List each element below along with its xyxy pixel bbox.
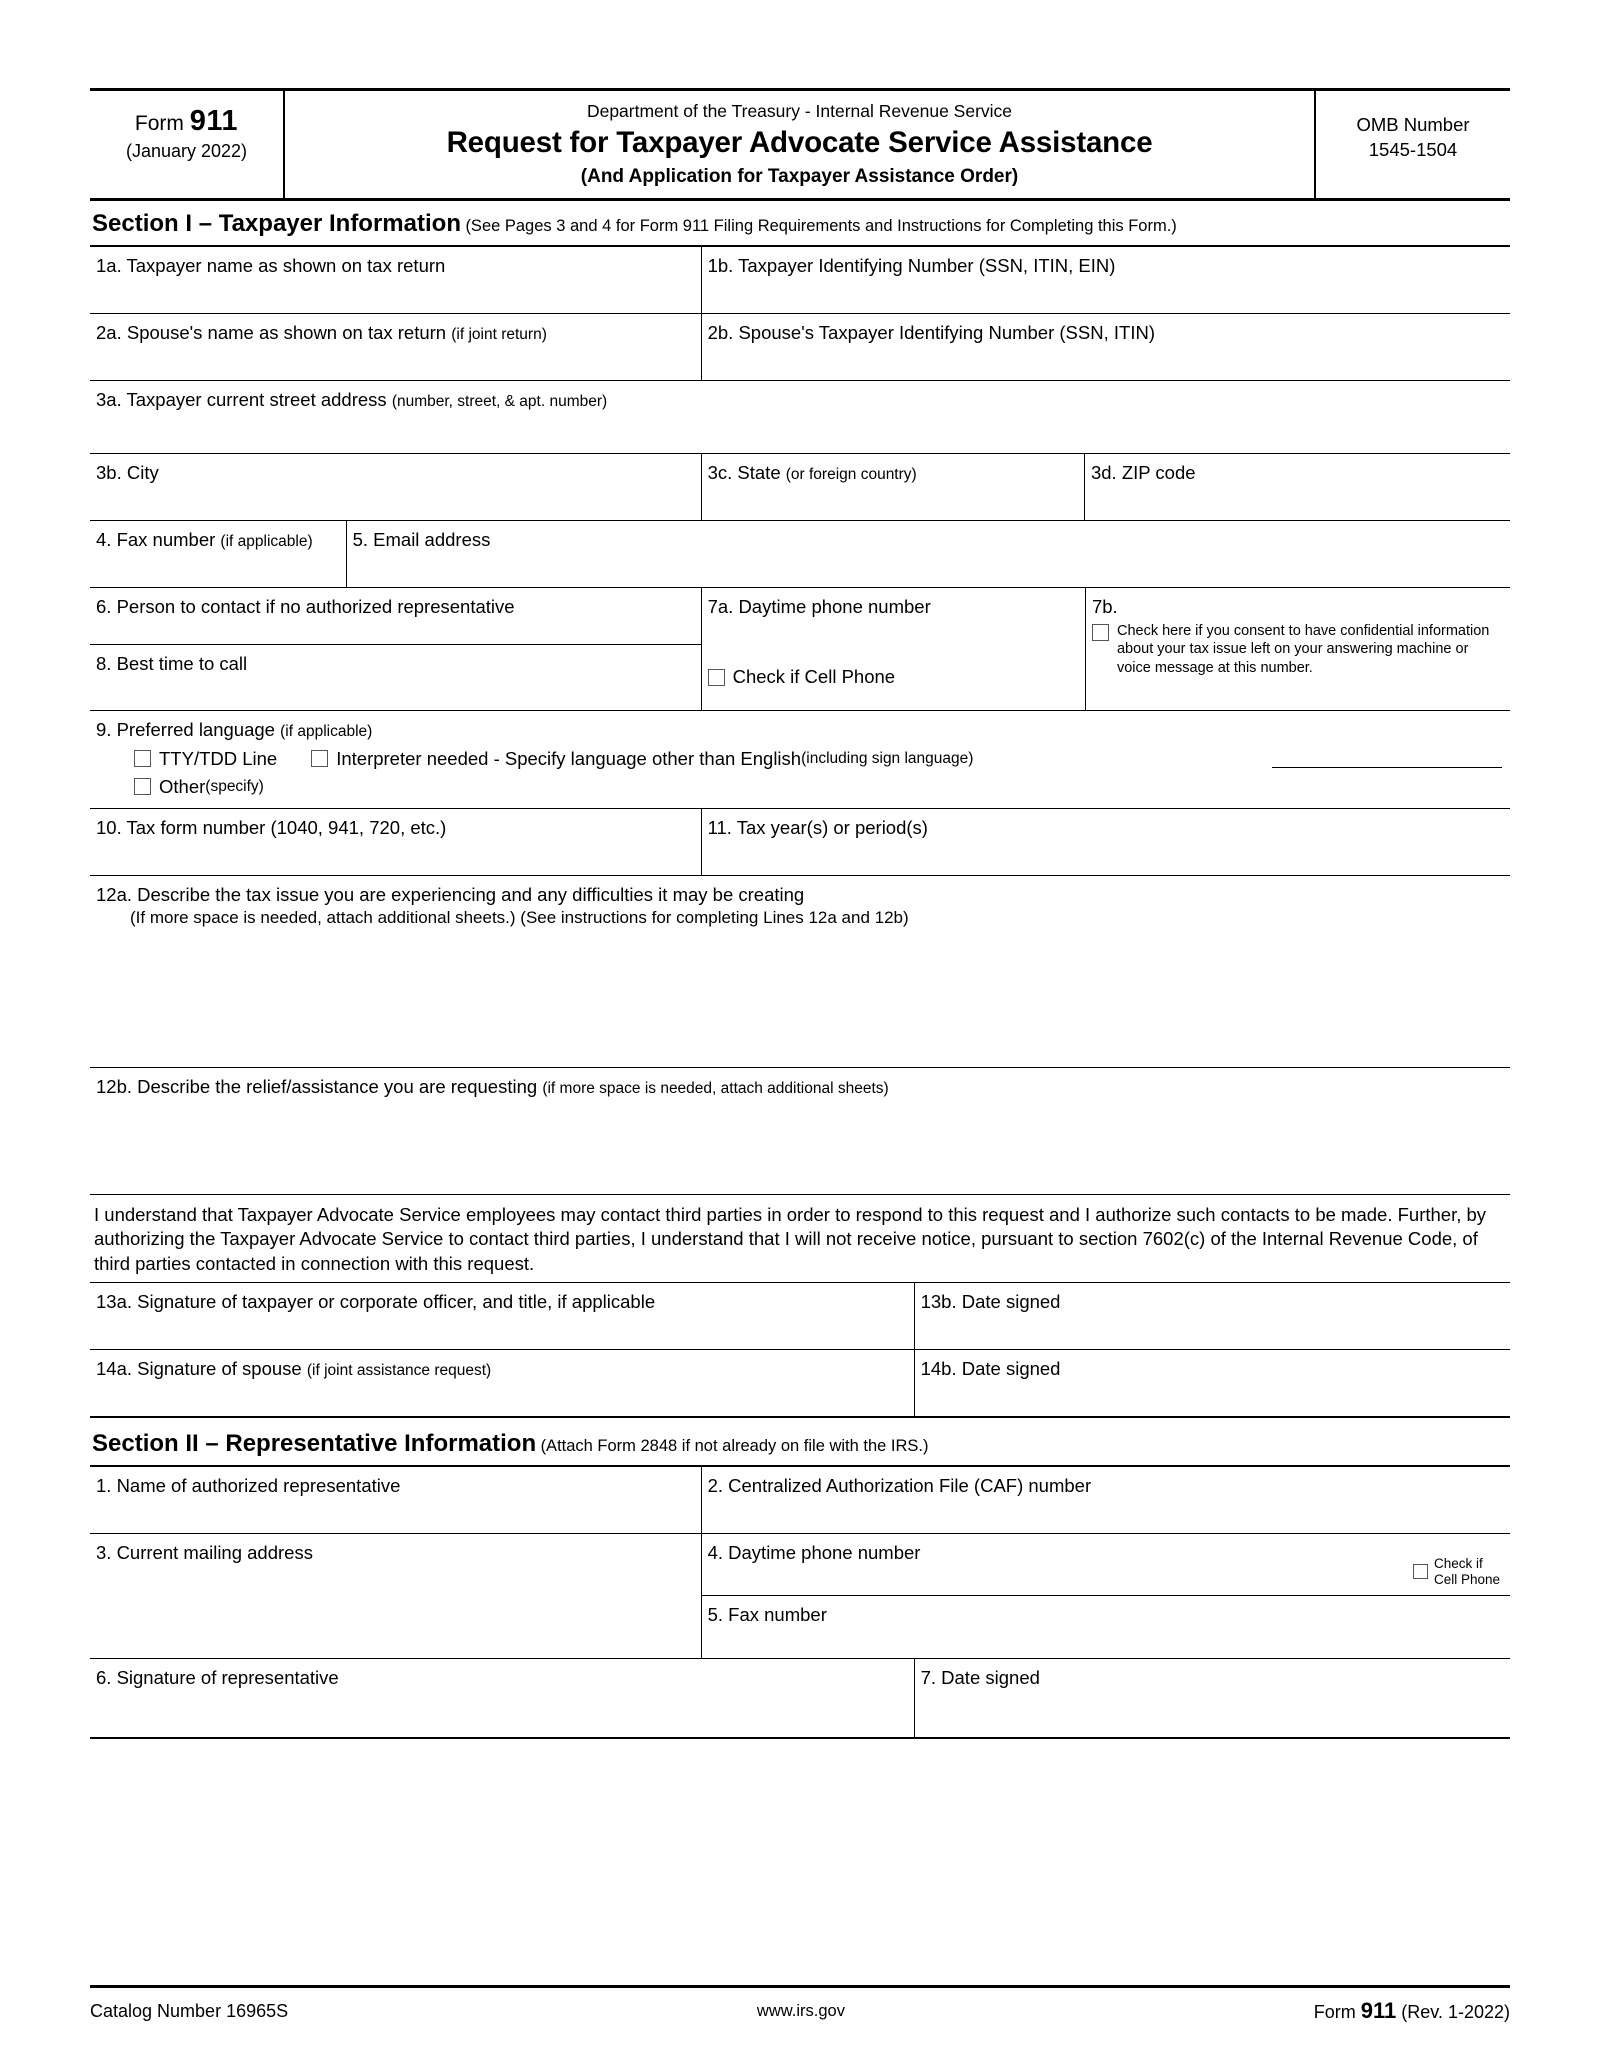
rep-cell-phone-check[interactable] bbox=[1413, 1556, 1500, 1587]
row-2 bbox=[90, 314, 1510, 381]
cell-phone-check-label: Check if Cell Phone bbox=[732, 666, 896, 688]
field-rep-2-caf[interactable] bbox=[701, 1467, 1510, 1533]
field-3d-zip[interactable] bbox=[1084, 454, 1510, 520]
form-number-block bbox=[90, 91, 285, 198]
field-rep-7-date-signed[interactable] bbox=[914, 1659, 1510, 1737]
field-rep-1-name[interactable] bbox=[90, 1467, 701, 1533]
field-3a-label: 3a. Taxpayer current street address bbox=[96, 388, 392, 410]
field-12b-relief-requested[interactable] bbox=[90, 1068, 1510, 1195]
section-1-title: Section I – Taxpayer Information bbox=[92, 209, 461, 237]
field-3a-street-address[interactable] bbox=[90, 381, 1510, 453]
field-12a-label: 12a. Describe the tax issue you are experiencing and any difficulties it may be creating bbox=[96, 883, 805, 905]
field-3d-label: 3d. ZIP code bbox=[1090, 461, 1196, 483]
form-header bbox=[90, 91, 1510, 201]
field-13a-label: 13a. Signature of taxpayer or corporate officer, and title, if applicable bbox=[96, 1291, 656, 1313]
field-rep-7-label: 7. Date signed bbox=[920, 1667, 1040, 1689]
language-options-line-1 bbox=[96, 748, 1502, 770]
field-11-label: 11. Tax year(s) or period(s) bbox=[707, 816, 928, 838]
other-language-label: Other bbox=[159, 775, 206, 797]
field-rep-3-address[interactable] bbox=[90, 1534, 701, 1658]
footer-form-number: 911 bbox=[1360, 1998, 1397, 2023]
field-10-tax-form-number[interactable] bbox=[90, 809, 701, 875]
field-5-label: 5. Email address bbox=[352, 528, 491, 550]
field-rep-3-label: 3. Current mailing address bbox=[96, 1542, 313, 1564]
row-rep-3-4-5 bbox=[90, 1534, 1510, 1659]
field-13b-label: 13b. Date signed bbox=[920, 1291, 1061, 1313]
field-14a-label: 14a. Signature of spouse bbox=[96, 1358, 307, 1380]
field-14a-note: (if joint assistance request) bbox=[306, 1362, 492, 1380]
row-rep-1-2 bbox=[90, 1467, 1510, 1534]
field-rep-4-daytime-phone[interactable] bbox=[702, 1534, 1510, 1596]
section-2-note: (Attach Form 2848 if not already on file with the IRS.) bbox=[540, 1437, 929, 1456]
field-12b-note: (if more space is needed, attach additional sheets) bbox=[542, 1079, 889, 1097]
field-8-best-time[interactable] bbox=[90, 645, 701, 710]
field-3c-note: (or foreign country) bbox=[785, 465, 917, 483]
form-label-line bbox=[94, 105, 279, 138]
field-3b-city[interactable] bbox=[90, 454, 701, 520]
other-language-note: (specify) bbox=[205, 777, 264, 795]
field-2a-label: 2a. Spouse's name as shown on tax return bbox=[96, 321, 452, 343]
form-sheet bbox=[90, 88, 1510, 1739]
form-title: Request for Taxpayer Advocate Service Assistance bbox=[446, 126, 1153, 159]
form-number: 911 bbox=[189, 105, 239, 137]
field-12b-label-line bbox=[96, 1076, 1504, 1098]
checkbox-icon-tty[interactable] bbox=[134, 750, 151, 767]
row-9-language bbox=[90, 711, 1510, 809]
rep-cell-phone-label bbox=[1434, 1556, 1500, 1587]
row-3bcd bbox=[90, 454, 1510, 521]
catalog-number: Catalog Number 16965S bbox=[90, 2000, 289, 2021]
field-14b-date-signed[interactable] bbox=[914, 1350, 1510, 1416]
field-2b-spouse-tin[interactable] bbox=[701, 314, 1510, 380]
rep-cell-phone-label-line2: Cell Phone bbox=[1433, 1571, 1500, 1587]
field-9-label-line bbox=[96, 719, 1502, 741]
field-5-email[interactable] bbox=[346, 521, 1510, 587]
form-footer bbox=[90, 1985, 1510, 2024]
checkbox-icon-cell-phone[interactable] bbox=[708, 669, 725, 686]
field-1b-tin[interactable] bbox=[701, 247, 1510, 313]
form-subtitle: (And Application for Taxpayer Assistance Order) bbox=[580, 165, 1019, 187]
omb-block bbox=[1314, 91, 1510, 198]
row-10-11 bbox=[90, 809, 1510, 876]
field-1b-label: 1b. Taxpayer Identifying Number (SSN, ITIN, EIN) bbox=[707, 254, 1116, 276]
field-4-fax[interactable] bbox=[90, 521, 346, 587]
field-2a-note: (if joint return) bbox=[451, 325, 547, 343]
field-rep-6-signature[interactable] bbox=[90, 1659, 914, 1737]
field-rep-5-label: 5. Fax number bbox=[707, 1604, 827, 1626]
omb-label: OMB Number bbox=[1356, 114, 1470, 135]
middle-column-7a bbox=[701, 588, 1085, 710]
left-column-6-8 bbox=[90, 588, 701, 710]
third-party-consent-paragraph: I understand that Taxpayer Advocate Service employees may contact third parties in order to respond to this request and I authorize such contacts to be made. Further, by authorizing the Taxpayer Advocate Service to contact third parties, I understand that I will not receive notice, pursuant to section 7602(c) of the Internal Revenue Code, of third parties contacted in connection with this request. bbox=[90, 1195, 1510, 1283]
footer-form-revision: (Rev. 1-2022) bbox=[1401, 2002, 1510, 2022]
row-6-7-8 bbox=[90, 588, 1510, 711]
field-13a-taxpayer-signature[interactable] bbox=[90, 1283, 914, 1349]
field-14a-spouse-signature[interactable] bbox=[90, 1350, 914, 1416]
field-9-label: 9. Preferred language bbox=[96, 718, 281, 740]
consent-text: Check here if you consent to have confidential information about your tax issue left on your answering machine or voice message at this number. bbox=[1116, 622, 1490, 677]
footer-form-info bbox=[845, 1998, 1510, 2024]
field-7a-label: 7a. Daytime phone number bbox=[707, 595, 931, 617]
field-rep-1-label: 1. Name of authorized representative bbox=[96, 1475, 401, 1497]
field-14b-label: 14b. Date signed bbox=[920, 1358, 1061, 1380]
field-3a-note: (number, street, & apt. number) bbox=[391, 392, 608, 410]
field-3c-label: 3c. State bbox=[707, 461, 786, 483]
field-1a-taxpayer-name[interactable] bbox=[90, 247, 701, 313]
section-2-title: Section II – Representative Information bbox=[92, 1430, 537, 1458]
row-3a bbox=[90, 381, 1510, 454]
form-title-block bbox=[285, 91, 1314, 198]
field-1a-label: 1a. Taxpayer name as shown on tax return bbox=[96, 254, 446, 276]
field-6-label: 6. Person to contact if no authorized representative bbox=[96, 595, 515, 617]
department-line: Department of the Treasury - Internal Revenue Service bbox=[586, 101, 1013, 121]
form-revision-date: (January 2022) bbox=[125, 141, 248, 161]
field-8-label: 8. Best time to call bbox=[96, 652, 248, 674]
field-12b-label: 12b. Describe the relief/assistance you are requesting bbox=[96, 1075, 543, 1097]
row-rep-6-7 bbox=[90, 1659, 1510, 1739]
section-1-note: (See Pages 3 and 4 for Form 911 Filing Requirements and Instructions for Completing this Form.) bbox=[465, 216, 1177, 235]
checkbox-icon-other-language[interactable] bbox=[134, 778, 151, 795]
footer-form-label: Form bbox=[1313, 2002, 1356, 2022]
field-10-label: 10. Tax form number (1040, 941, 720, etc.) bbox=[96, 816, 447, 838]
omb-number: 1545-1504 bbox=[1368, 138, 1458, 160]
field-rep-6-label: 6. Signature of representative bbox=[96, 1667, 339, 1689]
row-14 bbox=[90, 1350, 1510, 1418]
interpreter-language-input[interactable] bbox=[1272, 749, 1502, 768]
section-2-header bbox=[90, 1418, 1510, 1467]
field-rep-5-fax[interactable] bbox=[702, 1596, 1510, 1657]
tty-label: TTY/TDD Line bbox=[159, 747, 278, 769]
field-9-note: (if applicable) bbox=[280, 722, 373, 740]
checkbox-icon-rep-cell-phone[interactable] bbox=[1413, 1564, 1428, 1579]
language-options-line-2 bbox=[96, 776, 1502, 798]
field-2b-label: 2b. Spouse's Taxpayer Identifying Number (SSN, ITIN) bbox=[707, 321, 1155, 343]
field-rep-4-label: 4. Daytime phone number bbox=[707, 1542, 921, 1564]
row-1 bbox=[90, 247, 1510, 314]
field-6-contact-person[interactable] bbox=[90, 588, 701, 645]
row-13 bbox=[90, 1283, 1510, 1350]
field-2a-spouse-name[interactable] bbox=[90, 314, 701, 380]
cell-phone-check-row[interactable] bbox=[702, 645, 1085, 710]
section-1-header bbox=[90, 201, 1510, 247]
row-4-5 bbox=[90, 521, 1510, 588]
field-11-tax-years[interactable] bbox=[701, 809, 1510, 875]
field-rep-2-label: 2. Centralized Authorization File (CAF) number bbox=[707, 1475, 1092, 1497]
checkbox-icon-interpreter[interactable] bbox=[311, 750, 328, 767]
field-12a-tax-issue[interactable] bbox=[90, 876, 1510, 1068]
form-label: Form bbox=[134, 112, 184, 135]
field-12a-sublabel: (If more space is needed, attach additional sheets.) (See instructions for completing Lines 12a and 12b) bbox=[130, 907, 909, 927]
interpreter-note: (including sign language) bbox=[801, 749, 974, 767]
interpreter-label: Interpreter needed - Specify language other than English bbox=[336, 747, 802, 769]
irs-website[interactable]: www.irs.gov bbox=[756, 2001, 845, 2020]
rep-right-column bbox=[701, 1534, 1510, 1658]
field-13b-date-signed[interactable] bbox=[914, 1283, 1510, 1349]
checkbox-icon-consent[interactable] bbox=[1092, 624, 1109, 641]
field-4-note: (if applicable) bbox=[220, 532, 313, 550]
field-3c-state[interactable] bbox=[701, 454, 1084, 520]
consent-check-row[interactable] bbox=[1092, 622, 1502, 678]
field-7a-daytime-phone[interactable] bbox=[702, 588, 1085, 645]
field-7b-label: 7b. bbox=[1091, 595, 1118, 617]
field-7b-consent[interactable] bbox=[1085, 588, 1510, 710]
field-3b-label: 3b. City bbox=[96, 461, 159, 483]
field-9-preferred-language bbox=[90, 711, 1510, 808]
field-4-label: 4. Fax number bbox=[96, 528, 221, 550]
rep-cell-phone-label-line1: Check if bbox=[1433, 1556, 1483, 1572]
